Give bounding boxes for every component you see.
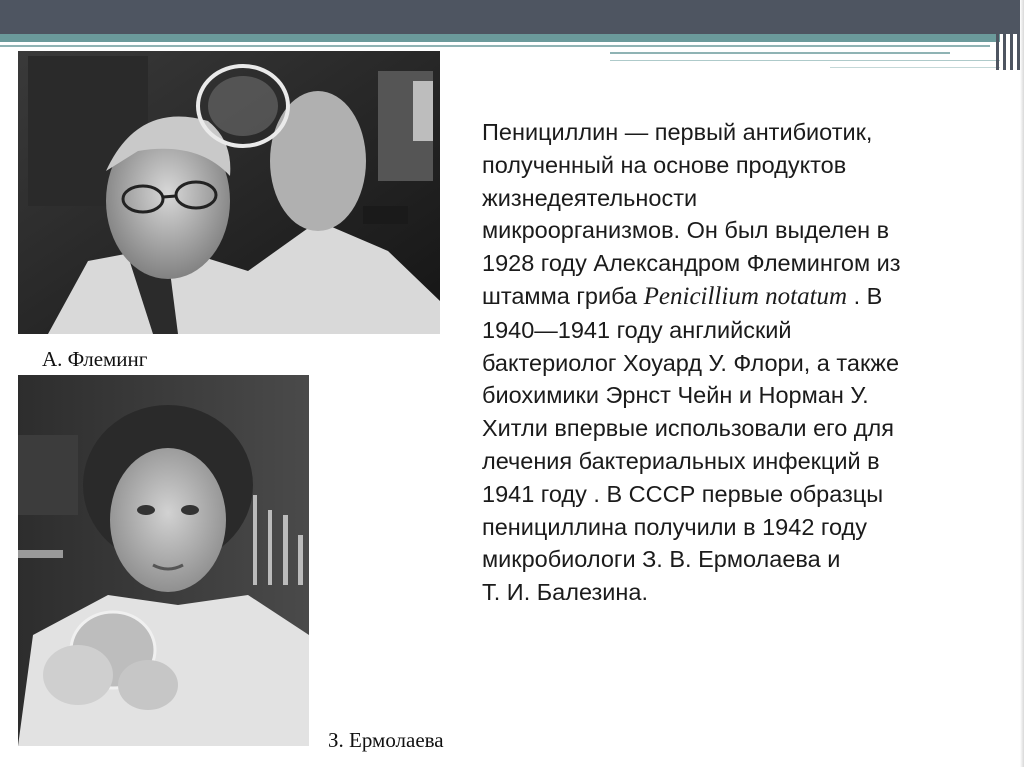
- text-line: Пенициллин — первый антибиотик,: [482, 119, 873, 145]
- text-line: микробиологи З. В. Ермолаева и: [482, 546, 841, 573]
- ermolaeva-photo-image: [18, 375, 309, 746]
- fleming-photo-image: [18, 51, 440, 334]
- header-divider-line: [610, 60, 1000, 61]
- ermolaeva-caption: З. Ермолаева: [328, 728, 444, 752]
- penicillin-description: [482, 116, 1002, 609]
- text-fragment: . В: [847, 282, 883, 309]
- text-line: 1941 году . В СССР первые образцы: [482, 480, 884, 507]
- text-fragment: штамма гриба: [482, 282, 644, 309]
- text-line: биохимики Эрнст Чейн и Норман У.: [482, 382, 869, 409]
- header-bar: [0, 0, 1024, 34]
- fleming-photo: [18, 51, 440, 334]
- text-line: бактериолог Хоуард У. Флори, а также: [482, 349, 900, 376]
- text-line: микроорганизмов. Он был выделен в: [482, 217, 890, 244]
- text-line: жизнедеятельности: [482, 184, 698, 211]
- ermolaeva-photo: [18, 375, 309, 746]
- text-line: полученный на основе продуктов: [482, 151, 847, 178]
- species-name: Penicillium notatum: [643, 282, 848, 310]
- text-line: 1940—1941 году английский: [482, 316, 792, 343]
- slide-edge-shadow: [1020, 0, 1024, 767]
- text-line: лечения бактериальных инфекций в: [482, 447, 880, 474]
- header-divider-line: [610, 52, 950, 54]
- header-accent-stripe: [0, 34, 1000, 42]
- header-divider-line: [0, 45, 990, 47]
- text-line: 1928 году Александром Флемингом из: [482, 250, 901, 277]
- fleming-caption: А. Флеминг: [42, 347, 148, 371]
- text-line: Т. И. Балезина.: [482, 579, 648, 606]
- text-line: Хитли впервые использовали его для: [482, 415, 894, 442]
- text-line: [482, 280, 1002, 314]
- header-divider-line: [830, 67, 1000, 68]
- text-line: пенициллина получили в 1942 году: [482, 513, 867, 540]
